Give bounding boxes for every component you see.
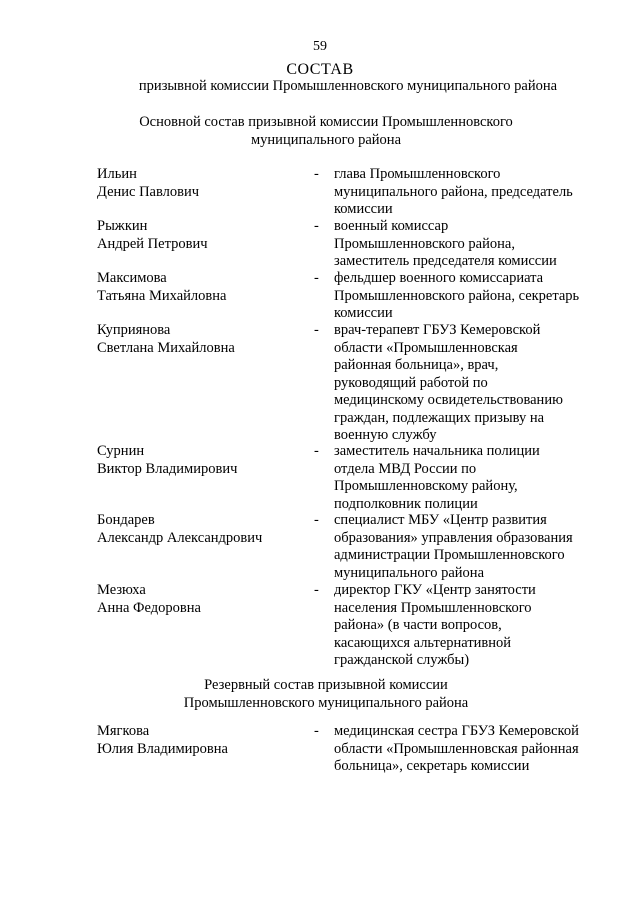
member-name	[97, 723, 297, 758]
document-title: СОСТАВ	[286, 61, 354, 78]
surname: Сурнин	[97, 443, 145, 459]
role-line: заместитель начальника полиции	[334, 443, 540, 459]
role-line: области «Промышленновская	[334, 339, 518, 356]
role-line: района» (в части вопросов,	[334, 617, 502, 633]
member-role	[334, 218, 604, 271]
heading-line: Основной состав призывной комиссии Промышленновского	[139, 114, 513, 130]
dash: -	[314, 443, 319, 459]
role-line: районная больница», врач,	[334, 357, 499, 373]
member-role	[334, 166, 604, 219]
role-line: администрации Промышленновского	[334, 547, 565, 563]
member-name	[97, 218, 297, 253]
given-names: Юлия Владимировна	[97, 740, 228, 757]
dash: -	[314, 322, 319, 338]
given-names: Виктор Владимирович	[97, 460, 238, 477]
member-role	[334, 582, 604, 670]
surname: Мезюха	[97, 582, 146, 598]
surname: Бондарев	[97, 512, 155, 528]
role-line: директор ГКУ «Центр занятости	[334, 582, 536, 598]
given-names: Денис Павлович	[97, 183, 200, 200]
role-line: граждан, подлежащих призыву на	[334, 409, 545, 426]
role-line: медицинская сестра ГБУЗ Кемеровской	[334, 723, 579, 739]
role-line: комиссии	[334, 201, 393, 217]
role-line: гражданской службы)	[334, 652, 470, 668]
reserve-section-heading	[6, 677, 640, 712]
member-name	[97, 582, 297, 617]
given-names: Анна Федоровна	[97, 599, 201, 616]
heading-line: Резервный состав призывной комиссии	[204, 677, 448, 693]
role-line: Промышленновского района,	[334, 235, 515, 252]
role-line: заместитель председателя комиссии	[334, 253, 557, 269]
role-line: комиссии	[334, 305, 393, 321]
dash: -	[314, 512, 319, 528]
member-role	[334, 322, 604, 445]
heading-line: муниципального района	[251, 131, 401, 148]
given-names: Светлана Михайловна	[97, 339, 235, 356]
dash: -	[314, 270, 319, 286]
surname: Максимова	[97, 270, 167, 286]
role-line: военный комиссар	[334, 218, 449, 234]
surname: Мягкова	[97, 723, 150, 739]
role-line: военную службу	[334, 427, 437, 443]
dash: -	[314, 218, 319, 234]
main-section-heading	[6, 114, 640, 149]
role-line: руководящий работой по	[334, 374, 488, 391]
surname: Ильин	[97, 166, 137, 182]
surname: Рыжкин	[97, 218, 148, 234]
member-name	[97, 166, 297, 201]
member-role	[334, 443, 604, 513]
dash: -	[314, 166, 319, 182]
member-role	[334, 512, 604, 582]
member-name	[97, 270, 297, 305]
role-line: населения Промышленновского	[334, 599, 532, 616]
role-line: области «Промышленновская районная	[334, 740, 579, 757]
role-line: муниципального района	[334, 564, 484, 581]
role-line: глава Промышленновского	[334, 166, 501, 182]
role-line: больница», секретарь комиссии	[334, 758, 530, 774]
document-subtitle: призывной комиссии Промышленновского муниципального района	[138, 78, 558, 94]
dash: -	[314, 723, 319, 739]
member-role	[334, 723, 604, 776]
given-names: Татьяна Михайловна	[97, 287, 227, 304]
role-line: врач-терапевт ГБУЗ Кемеровской	[334, 322, 541, 338]
page-number: 59	[313, 39, 327, 54]
role-line: Промышленновского района, секретарь	[334, 287, 580, 304]
role-line: подполковник полиции	[334, 495, 478, 512]
role-line: специалист МБУ «Центр развития	[334, 512, 547, 528]
member-name	[97, 512, 297, 547]
member-name	[97, 322, 297, 357]
role-line: касающихся альтернативной	[334, 634, 512, 651]
member-role	[334, 270, 604, 323]
given-names: Александр Александрович	[97, 529, 263, 546]
role-line: отдела МВД России по	[334, 460, 477, 477]
role-line: Промышленновскому району,	[334, 478, 518, 494]
role-line: образования» управления образования	[334, 529, 573, 546]
role-line: медицинскому освидетельствованию	[334, 392, 563, 408]
role-line: муниципального района, председатель	[334, 183, 573, 200]
member-name	[97, 443, 297, 478]
dash: -	[314, 582, 319, 598]
heading-line: Промышленновского муниципального района	[183, 694, 469, 711]
given-names: Андрей Петрович	[97, 235, 208, 252]
surname: Куприянова	[97, 322, 171, 338]
role-line: фельдшер военного комиссариата	[334, 270, 544, 286]
